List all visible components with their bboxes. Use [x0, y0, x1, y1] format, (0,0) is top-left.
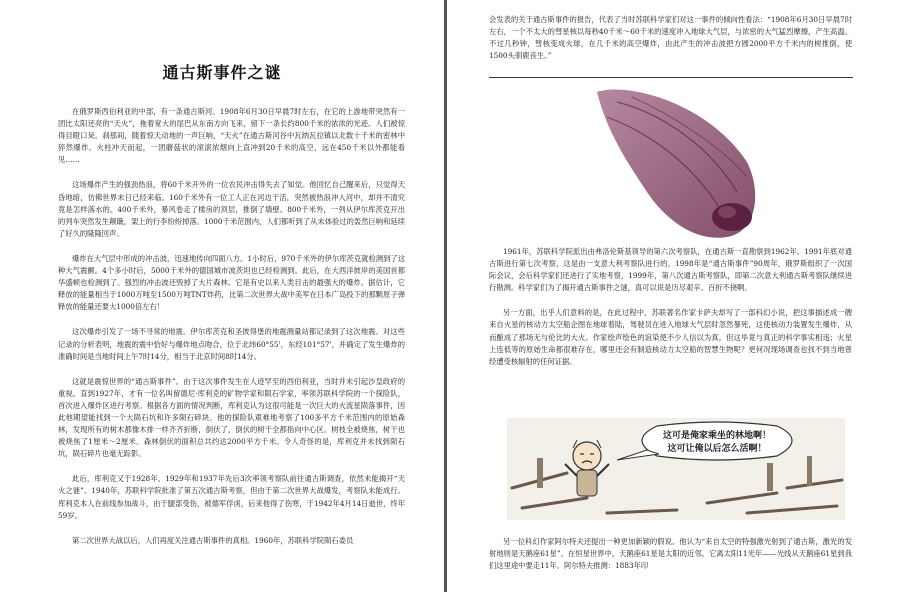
paragraph: 另一方面，出乎人们意料的是，在此过程中，苏联著名作家卡萨夫却写了一部科幻小说，把这事描述成一艘来自火星的核动力太空船企图在地球着陆，驾驶员在进入地球大气层时忽然暴死，这使核动力装置发生爆炸，从而酿成了那场无与伦比的大火。作家绘声绘色的谊染使不少人信以为真，但这毕竟与真正的科学事实相违；火星上连低等的原始生命都很难存在，哪里还会有制造核动力太空船的智慧生物呢？更何况现场调查也找不到当地曾经遭受核辐射的任何证据。: [489, 308, 852, 366]
paragraph: 1961年，苏联科学院派出由弗洛伦斯基领导的第六次考察队，在通古斯一直勘察到1962年。1991年底对通古斯进行第七次考察，这是由一支意大利考察队进行的。1998年是“通古斯事件”90周年，俄罗斯组织了一次国际会议，会后科学家们还进行了实地考察，1999年，第八次通古斯考察队，即第二次意大利通古斯考察队继续进行勘测。科学家们为了揭开通古斯事件之谜，真可以说是历尽艰辛、百折不挠啊。: [489, 247, 852, 293]
right-page: [447, 0, 897, 592]
bubble-line-1: 这可是俺家乘坐的林地啊！: [662, 431, 772, 441]
paragraph: 在俄罗斯西伯利亚的中部，有一条通古斯河。1908年6月30日早晨7时左右，在它的上游地带突然有一团比太阳还亮的“天火”，拖着宽大的尾巴从东南方向飞来，留下一条长约800千米的浓浓的光迹。人们被惊得目瞪口呆。刹那间，随着惊天动地的一声巨响，“天火”在通古斯河谷中瓦纳瓦拉镇以北数十千米的密林中猝然爆炸。火柱冲天而起，一团蘑菇状的滚滚浓烟向上直冲到20千米的高空，远在450千米以外都能看见……: [58, 107, 405, 165]
right-bottom-text: [489, 536, 852, 585]
article-title: 通古斯事件之谜: [162, 63, 282, 82]
left-page: [0, 0, 444, 592]
meteor-illustration: [587, 82, 767, 242]
paragraph: 这就是震惊世界的“通古斯事件”。由于这次事件发生在人迹罕至的西伯利亚，当时并未引起沙皇政府的重视。直到1927年，才有一位名叫留德尼·库利克的矿物学家和陨石学家，率领苏联科学院的一个探险队，首次进入爆炸区进行考察。根据各方面的情况判断，库利克认为这很可能是一次巨大的火流星陨落事件，因此他期望能找到一个大陨石坑和许多陨石碎块。他的探险队艰难地考察了100多平方千米范围内的原始森林，发现所有的树木都像木排一样齐齐折断，倒伏了，倒伏的树干全都指向中心区。树枝全被烧焦，树干也被烧焦了1厘米～2厘米。森林倒伏的面积总共约达2000平方千米。令人奇怪的是，库利克并未找到陨石坑，陨石碎片也毫无踪影。: [58, 376, 405, 459]
bubble-line-2: 这可让俺以后怎么活啊！: [667, 444, 767, 454]
paragraph: 爆炸在大气层中形成的冲击波，迅速地传向四面八方。1小时后，970千米外的伊尔库茨克就检测到了这种大气震颤。4个多小时后，5000千米外的德国城市波茨坦也已经检测到。此后，在大西洋彼岸的美国首都华盛顿也检测到了。强烈的冲击波还毁掉了大片森林。它是有史以来人类目击的最强大的爆炸。据估计，它释放的能量相当于1000万吨至1500万吨TNT炸药，比第二次世界大战中美军在日本广岛投下的那颗原子弹释放的能量还要大1000倍左右！: [58, 253, 405, 312]
right-top-text: [489, 14, 852, 75]
divider-rule: [489, 77, 853, 78]
paragraph: 这次爆炸引发了一场不寻常的地震。伊尔库茨克和圣彼得堡的地震测量站都记录到了这次地震。对这些记录的分析表明，地震的震中恰好与爆炸地点吻合，位于北纬60°55'，东经101°57'，并确定了发生爆炸的准确时间是当地时间上午7时14分，相当于北京时间8时14分。: [58, 327, 405, 361]
paragraph: 这场爆炸产生的强劲热浪，将60千米开外的一位农民冲击得失去了知觉。他回忆自己醒来后，只觉得天昏地暗，仿佛世界末日已经来临。160千米外有一位工人正在河边干活，突然被热浪冲入河中，却并不清究竟是怎样落水的。400千米外，暴风卷走了楼房的顶层，推倒了墙壁。800千米外，一列从伊尔库茨克开出的列车突然发生颠簸，架上的行李纷纷掉落。1000千米范围内，人们都听到了从未体验过的轰然巨响和延续了好久的隆隆回声。: [58, 180, 405, 238]
paragraph: 另一位科幻作家阿尔特夫还提出一种更加新颖的假说。他认为“来自太空的特强激光射到了通古斯，激光的发射地则是天鹅座61星”。在恒星世界中，天鹅座61星是太阳的近邻。它离太阳11光年——光线从天鹅座61星到我们这里途中要走11年。阿尔特夫推测：1883年印: [489, 537, 852, 571]
paragraph: 会发表的关于通古斯事件的报告，代表了当时苏联科学家们对这一事件的倾向性看法：“1908年6月30日早晨7时左右，一个不太大的彗星核以每秒40千米～60千米的速度冲入地球大气层，与浓密的大气猛烈摩擦，产生高温。不过几秒钟，彗核变成火球，在几千米的高空爆炸，由此产生的冲击波把方圆2000平方千米内的树推倒，使1500头驯鹿丧生。”: [489, 15, 852, 61]
paragraph: 此后，库利克又于1928年、1929年和1937年先后3次率领考察队前往通古斯调查，依然未能揭开“天火之谜”。1940年，苏联科学院批准了第五次通古斯考察，但由于第二次世界大战爆发，考察队未能成行。库利克本人在前线参加战斗，由于腿部受伤，被德军俘虏，后来他得了伤寒，于1942年4月14日逝世，终年59岁。: [58, 474, 405, 520]
left-text-column: [58, 106, 405, 560]
right-middle-text: [489, 246, 852, 381]
paragraph: 第二次世界大战以后，人们再度关注通古斯事件的真相。1960年，苏联科学院陨石委员: [72, 535, 354, 545]
cartoon-illustration: [507, 418, 845, 520]
